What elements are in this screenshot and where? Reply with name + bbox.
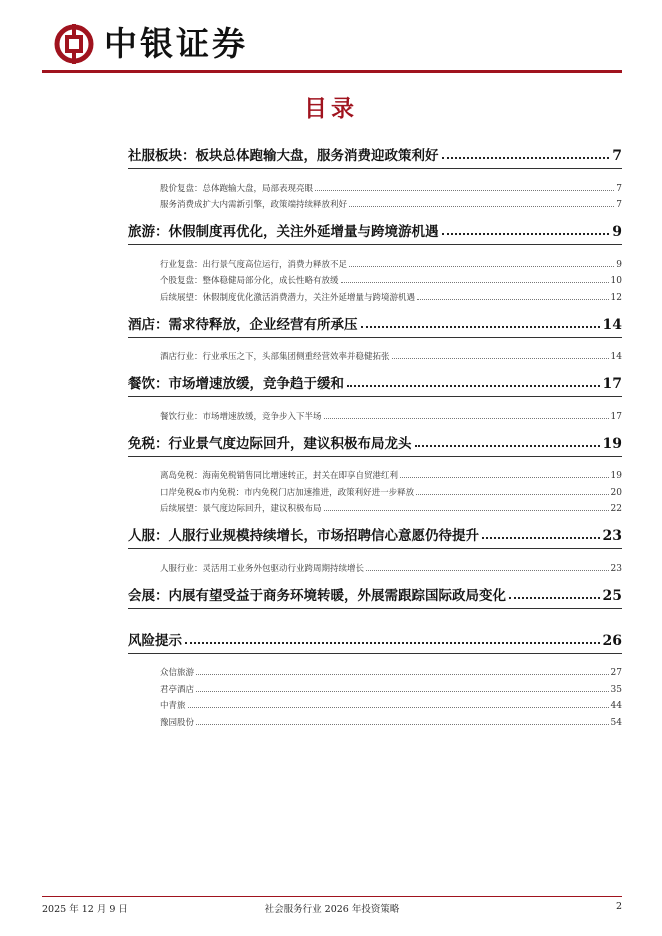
toc-sub-entry-title: 口岸免税&市内免税：市内免税门店加速推进，政策利好进一步释放	[160, 487, 415, 498]
toc-section	[128, 625, 622, 734]
toc-sub-entry[interactable]	[160, 194, 622, 211]
toc-main-entry-title: 旅游：休假制度再优化，关注外延增量与跨境游机遇	[128, 224, 439, 240]
toc-main-entry[interactable]	[128, 520, 622, 544]
toc-subentries	[128, 465, 622, 521]
toc-sub-entry[interactable]	[160, 695, 622, 712]
toc-sub-entry-page: 27	[610, 668, 622, 678]
toc-sub-entry[interactable]	[160, 662, 622, 679]
toc-sub-entry[interactable]	[160, 557, 622, 574]
toc-subentries	[128, 346, 622, 369]
dot-leader	[392, 358, 609, 359]
toc-sub-entry-title: 个股复盘：整体稳健局部分化，成长性略有放缓	[160, 276, 339, 286]
toc-subentries	[128, 662, 622, 734]
toc-main-entry[interactable]	[128, 309, 622, 333]
toc-sub-entry-title: 离岛免税：海南免税销售同比增速转正，封关在即享自贸港红利	[160, 471, 399, 481]
toc-section-rule	[128, 337, 622, 338]
dot-leader	[400, 477, 609, 478]
toc-main-entry-page: 19	[602, 435, 622, 452]
toc-subentries	[128, 253, 622, 309]
toc-sub-entry-title: 中青旅	[160, 701, 186, 711]
bank-logo-icon	[54, 24, 94, 64]
toc-sub-entry[interactable]	[160, 286, 622, 303]
toc-main-entry[interactable]	[128, 216, 622, 240]
toc-sub-entry[interactable]	[160, 270, 622, 287]
toc-main-entry-title: 风险提示	[128, 632, 182, 649]
toc-main-entry[interactable]	[128, 140, 622, 164]
toc-section	[128, 580, 622, 625]
toc-sub-entry-page: 9	[616, 259, 622, 270]
toc-sub-entry-page: 20	[610, 487, 622, 498]
dot-leader	[341, 282, 609, 283]
toc-subentries	[128, 557, 622, 580]
toc-main-entry-title: 免税：行业景气度边际回升，建议积极布局龙头	[128, 435, 412, 452]
dot-leader	[509, 597, 600, 599]
toc-main-entry-page: 26	[602, 632, 622, 649]
dot-leader	[482, 537, 600, 539]
toc-section-rule	[128, 396, 622, 397]
toc-main-entry-title: 人服：人服行业规模持续增长，市场招聘信心意愿仍待提升	[128, 528, 479, 544]
dot-leader	[349, 266, 614, 267]
toc-sub-entry-page: 22	[610, 504, 622, 514]
toc-sub-entry-title: 餐饮行业：市场增速放缓，竞争步入下半场	[160, 411, 322, 422]
dot-leader	[196, 724, 609, 725]
toc-sub-entry[interactable]	[160, 481, 622, 498]
toc-main-entry-page: 23	[602, 528, 622, 544]
toc-main-entry[interactable]	[128, 368, 622, 392]
page-header	[0, 0, 662, 80]
dot-leader	[196, 691, 609, 692]
toc-sub-entry[interactable]	[160, 498, 622, 515]
toc-sub-entry-page: 7	[616, 183, 622, 194]
toc-sub-entry-page: 44	[610, 701, 622, 711]
header-divider	[42, 70, 622, 73]
toc-sub-entry[interactable]	[160, 465, 622, 482]
toc-section	[128, 368, 622, 428]
dot-leader	[416, 494, 608, 495]
toc-main-entry-title: 社服板块：板块总体跑输大盘，服务消费迎政策利好	[128, 148, 439, 164]
toc-main-entry-page: 7	[612, 148, 622, 164]
toc-section-gap	[128, 617, 622, 625]
toc-sub-entry-page: 12	[610, 292, 622, 303]
dot-leader	[361, 326, 600, 328]
toc-sub-entry-title: 君亭酒店	[160, 684, 195, 695]
toc-main-entry-page: 9	[612, 224, 622, 240]
toc-sub-entry-title: 人服行业：灵活用工业务外包驱动行业跨周期持续增长	[160, 563, 365, 574]
toc-sub-entry[interactable]	[160, 405, 622, 422]
dot-leader	[324, 418, 609, 419]
toc-sub-entry-page: 17	[610, 411, 622, 422]
toc-sub-entry-title: 众信旅游	[160, 668, 195, 678]
toc-sub-entry-page: 7	[616, 200, 622, 210]
toc-main-entry[interactable]	[128, 428, 622, 452]
toc-main-entry[interactable]	[128, 625, 622, 649]
dot-leader	[185, 642, 600, 644]
dot-leader	[442, 233, 610, 235]
dot-leader	[417, 299, 609, 300]
toc-section-rule	[128, 608, 622, 609]
toc-main-entry-title: 餐饮：市场增速放缓，竞争趋于缓和	[128, 376, 344, 392]
dot-leader	[315, 190, 614, 191]
footer-page-number: 2	[615, 901, 622, 912]
toc-main-entry-page: 17	[602, 376, 622, 392]
toc-main-entry-page: 25	[602, 587, 622, 604]
toc-sub-entry-page: 23	[610, 563, 622, 574]
toc-main-entry-title: 会展：内展有望受益于商务环境转暖，外展需跟踪国际政局变化	[128, 587, 506, 604]
toc-section-rule	[128, 456, 622, 457]
toc-sub-entry-page: 14	[610, 352, 622, 362]
toc-sub-entry-title: 后续展望：休假制度优化激活消费潜力，关注外延增量与跨境游机遇	[160, 292, 416, 303]
toc-sub-entry-title: 服务消费成扩大内需新引擎，政策端持续释放利好	[160, 200, 348, 210]
toc-section	[128, 140, 622, 216]
toc-sub-entry-page: 54	[610, 717, 622, 728]
brand-name: 中银证券	[104, 24, 248, 63]
toc-sub-entry[interactable]	[160, 346, 622, 363]
dot-leader	[347, 385, 600, 387]
toc-subentries	[128, 177, 622, 216]
dot-leader	[442, 157, 610, 159]
toc-sub-entry-title: 行业复盘：出行景气度高位运行，消费力释放不足	[160, 259, 348, 270]
toc-section-rule	[128, 548, 622, 549]
toc-sub-entry-title: 酒店行业：行业承压之下，头部集团侧重经营效率并稳健拓张	[160, 352, 390, 362]
toc-section-rule	[128, 168, 622, 169]
footer-document-title: 社会服务行业 2026 年投资策略	[264, 904, 400, 915]
toc-sub-entry-page: 35	[610, 684, 622, 695]
toc-sub-entry-title: 豫园股份	[160, 717, 195, 728]
dot-leader	[188, 707, 609, 708]
dot-leader	[349, 206, 614, 207]
toc-section-rule	[128, 653, 622, 654]
footer-date: 2025 年 12 月 9 日	[42, 904, 128, 915]
toc-sub-entry[interactable]	[160, 177, 622, 194]
toc-sub-entry[interactable]	[160, 678, 622, 695]
dot-leader	[196, 674, 609, 675]
toc-sub-entry[interactable]	[160, 253, 622, 270]
toc-section	[128, 216, 622, 309]
table-of-contents	[128, 140, 622, 734]
toc-subentries	[128, 405, 622, 428]
toc-sub-entry-page: 10	[610, 276, 622, 286]
toc-sub-entry[interactable]	[160, 711, 622, 728]
toc-section	[128, 428, 622, 521]
dot-leader	[415, 445, 600, 447]
toc-sub-entry-title: 后续展望：景气度边际回升，建议积极布局	[160, 504, 322, 514]
toc-main-entry-page: 14	[602, 316, 622, 333]
toc-title: 目录	[304, 96, 358, 122]
toc-section	[128, 309, 622, 369]
toc-main-entry-title: 酒店：需求待释放，企业经营有所承压	[128, 316, 358, 333]
toc-main-entry[interactable]	[128, 580, 622, 604]
dot-leader	[366, 570, 609, 571]
dot-leader	[324, 510, 609, 511]
toc-sub-entry-title: 股价复盘：总体跑输大盘，局部表现亮眼	[160, 183, 314, 194]
toc-sub-entry-page: 19	[610, 471, 622, 481]
toc-section	[128, 520, 622, 580]
footer-divider	[42, 896, 622, 897]
toc-section-rule	[128, 244, 622, 245]
